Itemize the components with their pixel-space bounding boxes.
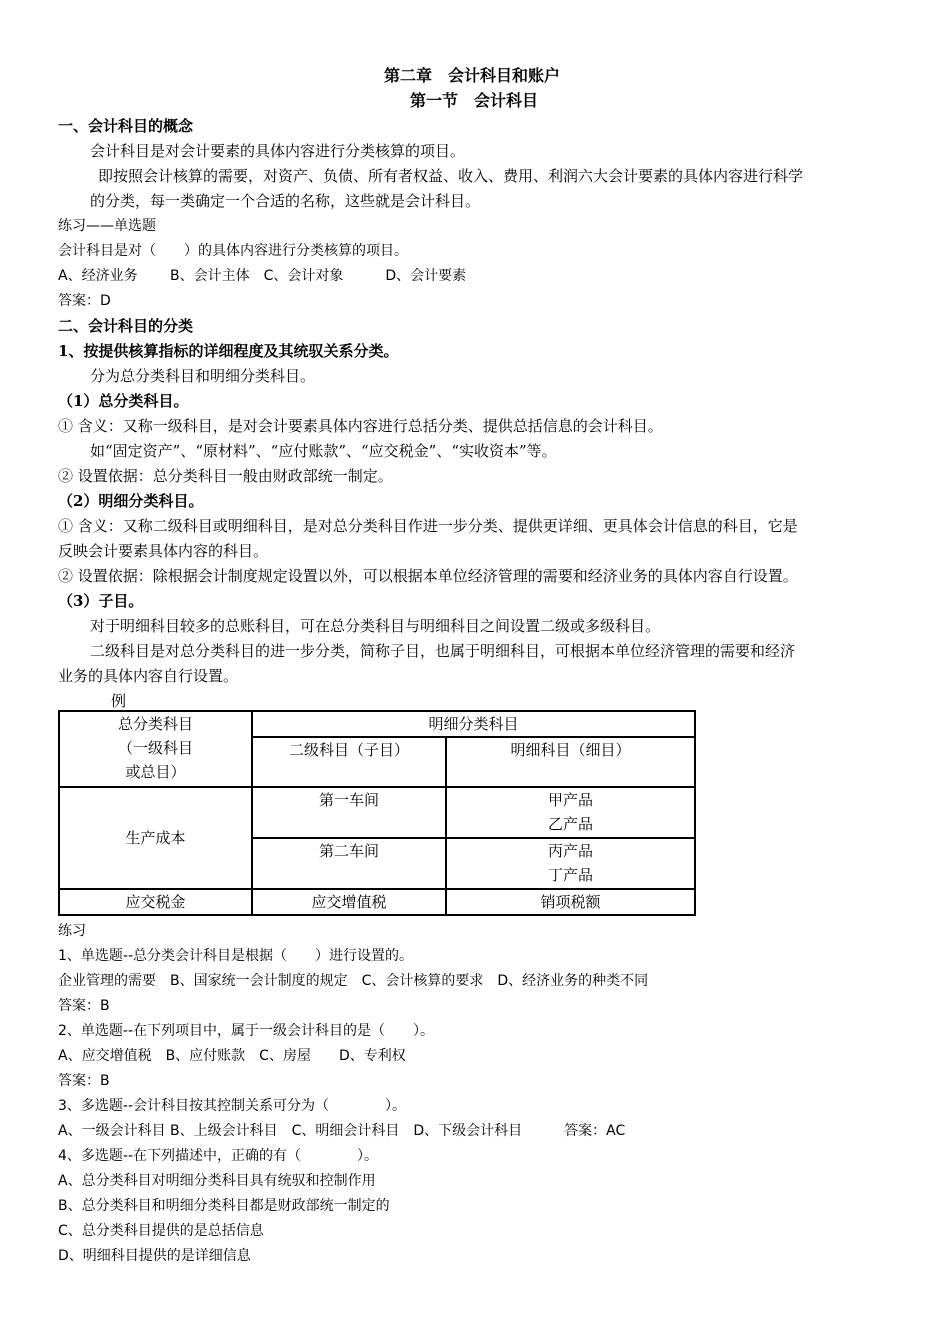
account-example-table [58,710,696,916]
exercise-options: A、经济业务 B、会计主体 C、会计对象 D、会计要素 [58,268,467,284]
header-general-account: 总分类科目 （一级科目 或总目） [59,711,252,787]
detail-accounts-basis: ② 设置依据：除根据会计制度规定设置以外，可以根据本单位经济管理的需要和经济业务的具体内容自行设置。 [58,567,798,585]
cell-vat-payable: 应交增值税 [252,889,446,915]
practice-q4-option-c: C、总分类科目提供的是总括信息 [58,1223,264,1239]
sub-accounts-text2-line2: 业务的具体内容自行设置。 [58,667,239,685]
classification-intro: 分为总分类科目和明细分类科目。 [90,367,316,385]
general-accounts-basis: ② 设置依据：总分类科目一般由财政部统一制定。 [58,467,393,485]
header-second-level: 二级科目（子目） [252,737,446,787]
cell-workshop-2-products: 丙产品 丁产品 [446,838,695,889]
practice-q2-answer: 答案：B [58,1073,110,1089]
practice-q4: 4、多选题--在下列描述中，正确的有（ ）。 [58,1148,379,1164]
practice-q3: 3、多选题--会计科目按其控制关系可分为（ ）。 [58,1098,407,1114]
practice-q4-option-b: B、总分类科目和明细分类科目都是财政部统一制定的 [58,1198,390,1214]
heading-concept: 一、会计科目的概念 [58,117,194,135]
practice-label: 练习 [58,923,86,939]
practice-q1: 1、单选题--总分类会计科目是根据（ ）进行设置的。 [58,948,414,964]
practice-q4-option-a: A、总分类科目对明细分类科目具有统驭和控制作用 [58,1173,376,1189]
cell-tax-payable: 应交税金 [59,889,252,915]
header-detail-account: 明细分类科目 [252,711,695,737]
general-accounts-examples: 如“固定资产”、“原材料”、“应付账款”、“应交税金”、“实收资本”等。 [90,442,557,460]
cell-workshop-1: 第一车间 [252,787,446,838]
sub-accounts-text2-line1: 二级科目是对总分类科目的进一步分类，简称子目，也属于明细科目，可根据本单位经济管理的需要和经济 [90,642,796,660]
heading-classification: 二、会计科目的分类 [58,317,194,335]
header-fine-level: 明细科目（细目） [446,737,695,787]
detail-accounts-meaning-line1: ① 含义：又称二级科目或明细科目，是对总分类科目作进一步分类、提供更详细、更具体会计信息的科目，它是 [58,517,798,535]
practice-q2-options: A、应交增值税 B、应付账款 C、房屋 D、专利权 [58,1048,406,1064]
concept-explanation-line2: 的分类，每一类确定一个合适的名称，这些就是会计科目。 [90,192,481,210]
concept-definition: 会计科目是对会计要素的具体内容进行分类核算的项目。 [90,142,466,160]
cell-output-tax: 销项税额 [446,889,695,915]
cell-production-cost: 生产成本 [59,787,252,889]
practice-q4-option-d: D、明细科目提供的是详细信息 [58,1248,251,1264]
sub-accounts-text1: 对于明细科目较多的总账科目，可在总分类科目与明细科目之间设置二级或多级科目。 [90,617,661,635]
section-title: 第一节 会计科目 [410,91,539,110]
practice-q1-options: 企业管理的需要 B、国家统一会计制度的规定 C、会计核算的要求 D、经济业务的种类不同 [58,973,649,989]
practice-q3-options: A、一级会计科目 B、上级会计科目 C、明细会计科目 D、下级会计科目 答案：AC [58,1123,626,1139]
practice-q1-answer: 答案：B [58,998,110,1014]
exercise-question: 会计科目是对（ ）的具体内容进行分类核算的项目。 [58,243,408,259]
subheading-detail-level: 1、按提供核算指标的详细程度及其统驭关系分类。 [58,342,399,360]
exercise-answer: 答案：D [58,293,111,309]
heading-detail-accounts: （2）明细分类科目。 [58,492,204,510]
heading-general-accounts: （1）总分类科目。 [58,392,189,410]
detail-accounts-meaning-line2: 反映会计要素具体内容的科目。 [58,542,269,560]
cell-workshop-2: 第二车间 [252,838,446,889]
practice-q2: 2、单选题--在下列项目中，属于一级会计科目的是（ ）。 [58,1023,435,1039]
concept-explanation-line1: 即按照会计核算的需要，对资产、负债、所有者权益、收入、费用、利润六大会计要素的具体内容进行科学 [98,167,804,185]
general-accounts-meaning: ① 含义：又称一级科目，是对会计要素具体内容进行总括分类、提供总括信息的会计科目。 [58,417,663,435]
example-label: 例 [111,692,127,710]
chapter-title: 第二章 会计科目和账户 [384,66,561,85]
heading-sub-accounts: （3）子目。 [58,592,144,610]
exercise-label: 练习——单选题 [58,218,156,234]
cell-workshop-1-products: 甲产品 乙产品 [446,787,695,838]
